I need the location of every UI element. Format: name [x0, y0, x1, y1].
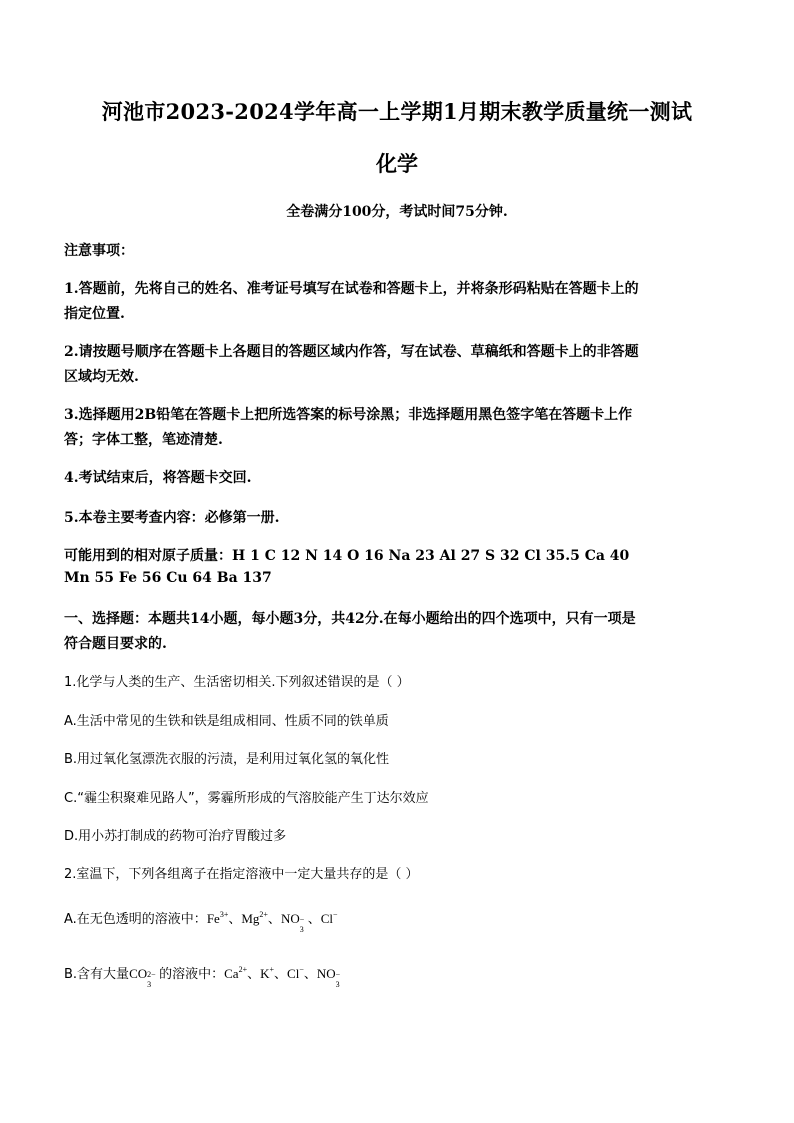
- question-2-option-b: [64, 963, 344, 989]
- note-5: 5.本卷主要考查内容：必修第一册.: [64, 510, 280, 526]
- subject-title: 化学: [376, 151, 418, 176]
- question-2-stem: 2.室温下，下列各组离子在指定溶液中一定大量共存的是（ ）: [64, 867, 419, 882]
- section-heading-line2: 符合题目要求的.: [64, 636, 167, 652]
- ion-no3: NO − 3: [280, 911, 305, 934]
- page-title: 河池市2023-2024学年高一上学期1月期末教学质量统一测试: [101, 99, 693, 124]
- separator: 、: [267, 912, 281, 927]
- question-1-option-b: B.用过氧化氢漂洗衣服的污渍，是利用过氧化氢的氧化性: [64, 752, 390, 767]
- question-1-option-c: C.“霾尘积聚难见路人”，雾霾所形成的气溶胶能产生丁达尔效应: [64, 791, 429, 806]
- atomic-masses-line2: Mn 55 Fe 56 Cu 64 Ba 137: [64, 570, 272, 586]
- ion-ca: $Ca^{2+}$: [224, 965, 248, 981]
- ion-cl: Cl−: [287, 965, 304, 981]
- separator: 、: [307, 912, 321, 927]
- option-b-mid: 的溶液中：: [159, 967, 225, 982]
- note-4: 4.考试结束后，将答题卡交回.: [64, 470, 252, 486]
- exam-info: 全卷满分100分，考试时间75分钟.: [286, 204, 508, 220]
- note-3-line2: 答；字体工整，笔迹清楚.: [64, 432, 223, 448]
- ion-fe: $Fe^{3+}$: [206, 910, 229, 926]
- note-1-line2: 指定位置.: [64, 306, 125, 322]
- ion-cl: Cl−: [320, 910, 338, 926]
- ion-mg: $Mg^{2+}$: [241, 910, 268, 926]
- atomic-masses-line1: 可能用到的相对原子质量：H 1 C 12 N 14 O 16 Na 23 Al 27 S 32 Cl 35.5 Ca 40: [64, 548, 630, 564]
- separator: 、: [228, 912, 242, 927]
- note-2-line1: 2.请按题号顺序在答题卡上各题目的答题区域内作答，写在试卷、草稿纸和答题卡上的非答题: [64, 344, 639, 360]
- note-3-line1: 3.选择题用2B铅笔在答题卡上把所选答案的标号涂黑；非选择题用黑色签字笔在答题卡上作: [64, 407, 633, 423]
- separator: 、: [274, 967, 288, 982]
- question-1-option-d: D.用小苏打制成的药物可治疗胃酸过多: [64, 829, 287, 844]
- option-b-prefix: B.含有大量: [64, 967, 130, 982]
- section-heading-line1: 一、选择题：本题共14小题，每小题3分，共42分.在每小题给出的四个选项中，只有一项是: [64, 611, 636, 627]
- question-1-option-a: A.生活中常见的生铁和铁是组成相同、性质不同的铁单质: [64, 714, 389, 729]
- separator: 、: [247, 967, 261, 982]
- separator: 、: [303, 967, 317, 982]
- question-1-stem: 1.化学与人类的生产、生活密切相关.下列叙述错误的是（ ）: [64, 675, 410, 690]
- ion-co3: CO 2− 3: [129, 966, 156, 989]
- question-2-option-a: [64, 908, 338, 934]
- notes-heading: 注意事项：: [64, 243, 134, 259]
- note-1-line1: 1.答题前，先将自己的姓名、准考证号填写在试卷和答题卡上，并将条形码粘贴在答题卡上的: [64, 281, 639, 297]
- note-2-line2: 区域均无效.: [64, 369, 139, 385]
- ion-no3: NO − 3: [316, 966, 341, 989]
- option-a-prefix: A.在无色透明的溶液中：: [64, 912, 207, 927]
- ion-k: K+: [260, 965, 275, 981]
